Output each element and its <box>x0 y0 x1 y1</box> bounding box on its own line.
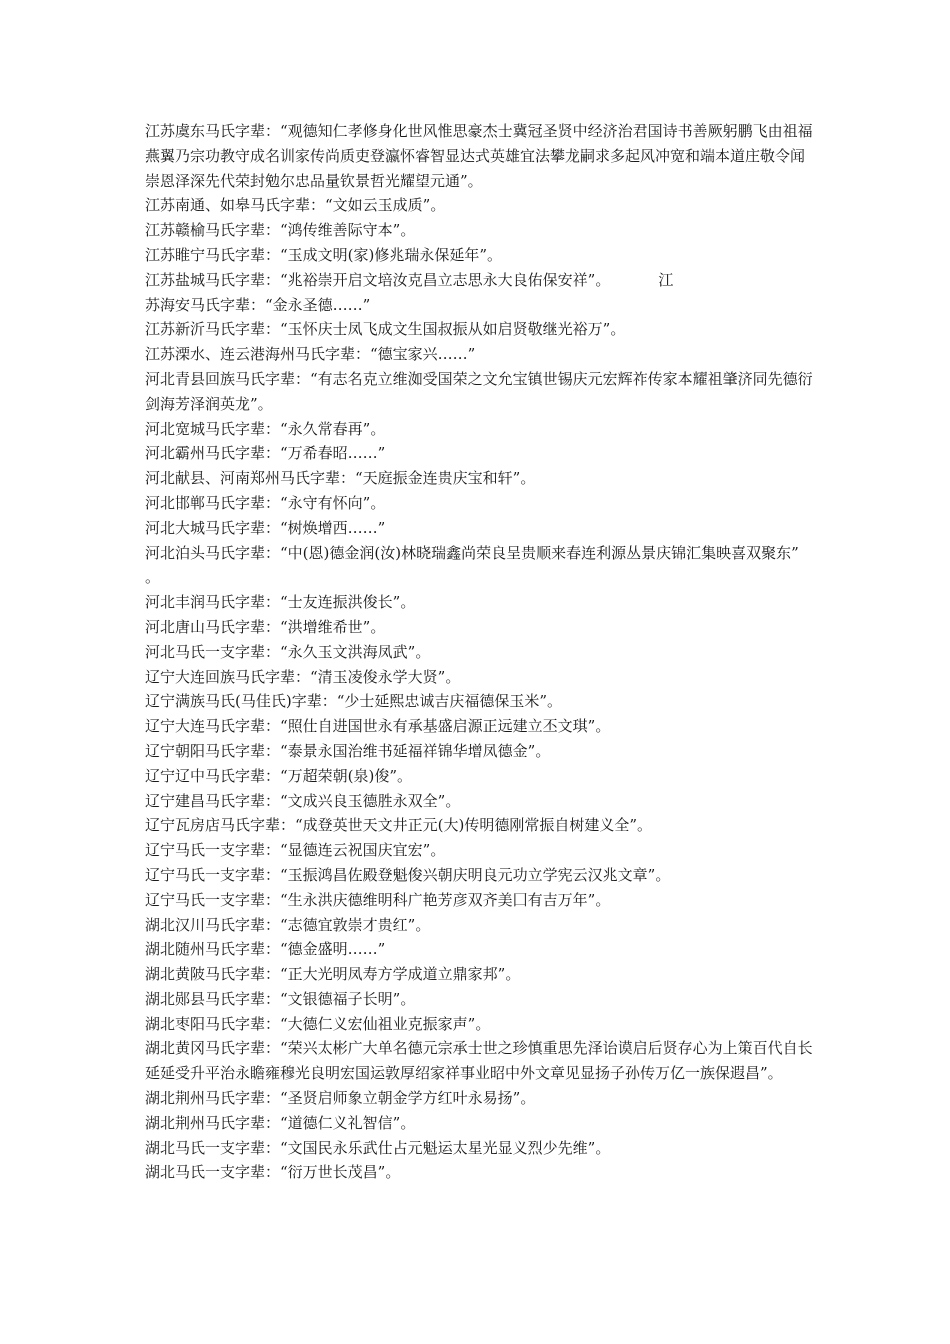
genealogy-entry: 辽宁大连马氏字辈：“照仕自进国世永有承基盛启源正远建立丕文琪”。 <box>145 717 611 736</box>
genealogy-entry: 江苏新沂马氏字辈：“玉怀庆士凤飞成文生国叔振从如启贤敬继光裕万”。 <box>145 320 626 339</box>
genealogy-entry: 河北唐山马氏字辈：“洪增维希世”。 <box>145 617 386 636</box>
genealogy-entry: 湖北枣阳马氏字辈：“大德仁义宏仙祖业克振家声”。 <box>145 1014 491 1033</box>
genealogy-entry: 辽宁马氏一支字辈：“显德连云祝国庆宜宏”。 <box>145 841 446 860</box>
genealogy-entry: 河北邯郸马氏字辈：“永守有怀向”。 <box>145 493 386 512</box>
genealogy-entry: 辽宁建昌马氏字辈：“文成兴良玉德胜永双全”。 <box>145 791 461 810</box>
genealogy-entry: 河北宽城马氏字辈：“永久常春再”。 <box>145 419 386 438</box>
genealogy-entry: 湖北马氏一支字辈：“衍万世长茂昌”。 <box>145 1163 401 1182</box>
genealogy-entry: 湖北荆州马氏字辈：“圣贤启师象立朝金学方红叶永易扬”。 <box>145 1089 536 1108</box>
genealogy-entry: 江苏盐城马氏字辈：“兆裕崇开启文培汝克昌立志思永大良佑保安祥”。 <box>145 270 611 289</box>
genealogy-entry: 辽宁朝阳马氏字辈：“泰景永国治维书延福祥锦华增凤德金”。 <box>145 741 551 760</box>
genealogy-entry: 江苏虞东马氏字辈：“观德知仁孝修身化世风惟思豪杰士冀冠圣贤中经济治君国诗书善厥躬鹏飞由祖福燕翼乃宗功教守成名训家传尚质吏登瀛怀睿智显达式英雄宜法攀龙嗣求多起风冲宽和端本道庄敬令闻崇恩泽深先代荣封勉尔忠品量钦景哲光耀望元通”。 <box>145 122 813 190</box>
genealogy-entry: 河北丰润马氏字辈：“士友连振洪俊长”。 <box>145 593 416 612</box>
genealogy-entry: 江苏溧水、连云港海州马氏字辈：“德宝家兴……” <box>145 345 476 364</box>
line-fragment: 江 <box>658 270 674 289</box>
genealogy-entry: 辽宁大连回族马氏字辈：“清玉凌俊永学大贤”。 <box>145 667 461 686</box>
genealogy-entry: 湖北黄陂马氏字辈：“正大光明凤寿方学成道立鼎家邦”。 <box>145 965 521 984</box>
genealogy-entry: 辽宁马氏一支字辈：“玉振鸿昌佐殿登魁俊兴朝庆明良元功立学宪云汉兆文章”。 <box>145 865 671 884</box>
genealogy-entry: 湖北马氏一支字辈：“文国民永乐武仕占元魁运太星光显义烈少先维”。 <box>145 1138 611 1157</box>
genealogy-entry: 湖北随州马氏字辈：“德金盛明……” <box>145 940 386 959</box>
genealogy-entry-with-fragment <box>145 268 813 293</box>
genealogy-entry: 辽宁辽中马氏字辈：“万超荣朝(泉)俊”。 <box>145 766 413 785</box>
genealogy-entry: 湖北黄冈马氏字辈：“荣兴太彬广大单名德元宗承士世之珍慎重思先泽诒谟启后贤存心为上策百代自长延延受升平治永瞻雍穆光良明宏国运敦厚绍家祥事业昭中外文章见显扬子孙传万亿一族保遐昌”。 <box>145 1039 813 1083</box>
genealogy-entry: 河北大城马氏字辈：“树焕增西……” <box>145 518 386 537</box>
genealogy-entry: 河北青县回族马氏字辈：“有志名克立维洳受国荣之文允宝镇世锡庆元宏辉祚传家本耀祖肇济同先德衍剑海芳泽润英龙”。 <box>145 369 813 413</box>
genealogy-entry: 苏海安马氏字辈：“金永圣德……” <box>145 295 371 314</box>
genealogy-entry: 湖北郧县马氏字辈：“文银德福子长明”。 <box>145 989 416 1008</box>
genealogy-entry: 河北马氏一支字辈：“永久玉文洪海凤武”。 <box>145 642 431 661</box>
document-body <box>145 119 813 1185</box>
genealogy-entry: 江苏睢宁马氏字辈：“玉成文明(家)修兆瑞永保延年”。 <box>145 245 503 264</box>
genealogy-entry: 河北献县、河南郑州马氏字辈：“天庭振金连贵庆宝和轩”。 <box>145 469 536 488</box>
genealogy-entry: 江苏赣榆马氏字辈：“鸿传维善际守本”。 <box>145 221 416 240</box>
genealogy-entry: 河北泊头马氏字辈：“中(恩)德金润(汝)林晓瑞鑫尚荣良呈贵顺来春连利源丛景庆锦汇集映喜双聚东”。 <box>145 543 799 587</box>
genealogy-entry: 辽宁马氏一支字辈：“生永洪庆德维明科广艳芳彦双齐美囗有吉万年”。 <box>145 890 611 909</box>
genealogy-entry: 辽宁瓦房店马氏字辈：“成登英世天文井正元(大)传明德刚常振自树建义全”。 <box>145 816 653 835</box>
genealogy-entry: 河北霸州马氏字辈：“万希春昭……” <box>145 444 386 463</box>
genealogy-entry: 辽宁满族马氏(马佳氏)字辈：“少士延熙忠诚吉庆福德保玉米”。 <box>145 692 563 711</box>
genealogy-entry: 江苏南通、如皋马氏字辈：“文如云玉成质”。 <box>145 196 446 215</box>
genealogy-entry: 湖北荆州马氏字辈：“道德仁义礼智信”。 <box>145 1113 416 1132</box>
genealogy-entry: 湖北汉川马氏字辈：“志德宜敦崇才贵红”。 <box>145 915 431 934</box>
